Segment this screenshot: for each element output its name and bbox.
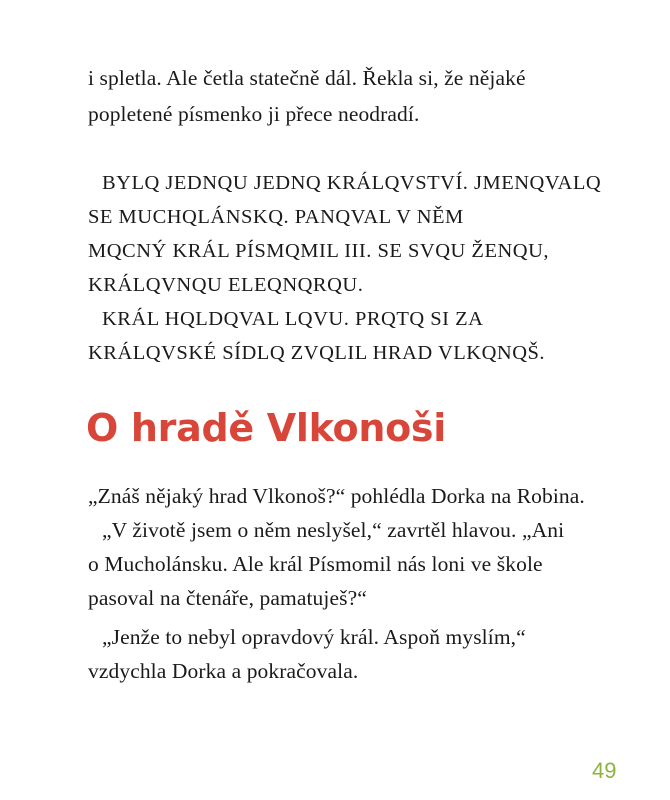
section-heading: O hradě Vlkonoši — [86, 406, 446, 450]
dialogue-line: „Jenže to nebyl opravdový král. Aspoň myslím,“ — [102, 625, 526, 649]
caps-paragraph-line: MQCNÝ KRÁL PÍSMQMIL III. SE SVQU ŽENQU, — [88, 240, 550, 262]
paragraph-line: i spletla. Ale četla statečně dál. Řekla si, že nějaké — [88, 66, 526, 90]
dialogue-line: „V životě jsem o něm neslyšel,“ zavrtěl hlavou. „Ani — [102, 518, 565, 542]
caps-paragraph-line: BYLQ JEDNQU JEDNQ KRÁLQVSTVÍ. JMENQVALQ — [102, 172, 602, 194]
dialogue-line: „Znáš nějaký hrad Vlkonoš?“ pohlédla Dorka na Robina. — [88, 484, 585, 508]
dialogue-line: pasoval na čtenáře, pamatuješ?“ — [88, 586, 367, 610]
caps-paragraph-line: KRÁLQVNQU ELEQNQRQU. — [88, 274, 364, 296]
caps-paragraph-line: KRÁLQVSKÉ SÍDLQ ZVQLIL HRAD VLKQNQŠ. — [88, 342, 546, 364]
caps-paragraph-line: SE MUCHQLÁNSKQ. PANQVAL V NĚM — [88, 206, 464, 228]
dialogue-line: o Mucholánsku. Ale král Písmomil nás loni ve škole — [88, 552, 543, 576]
page-number: 49 — [592, 758, 617, 783]
caps-paragraph-line: KRÁL HQLDQVAL LQVU. PRQTQ SI ZA — [102, 308, 484, 330]
paragraph-line: popletené písmenko ji přece neodradí. — [88, 102, 420, 126]
dialogue-line: vzdychla Dorka a pokračovala. — [88, 659, 359, 683]
